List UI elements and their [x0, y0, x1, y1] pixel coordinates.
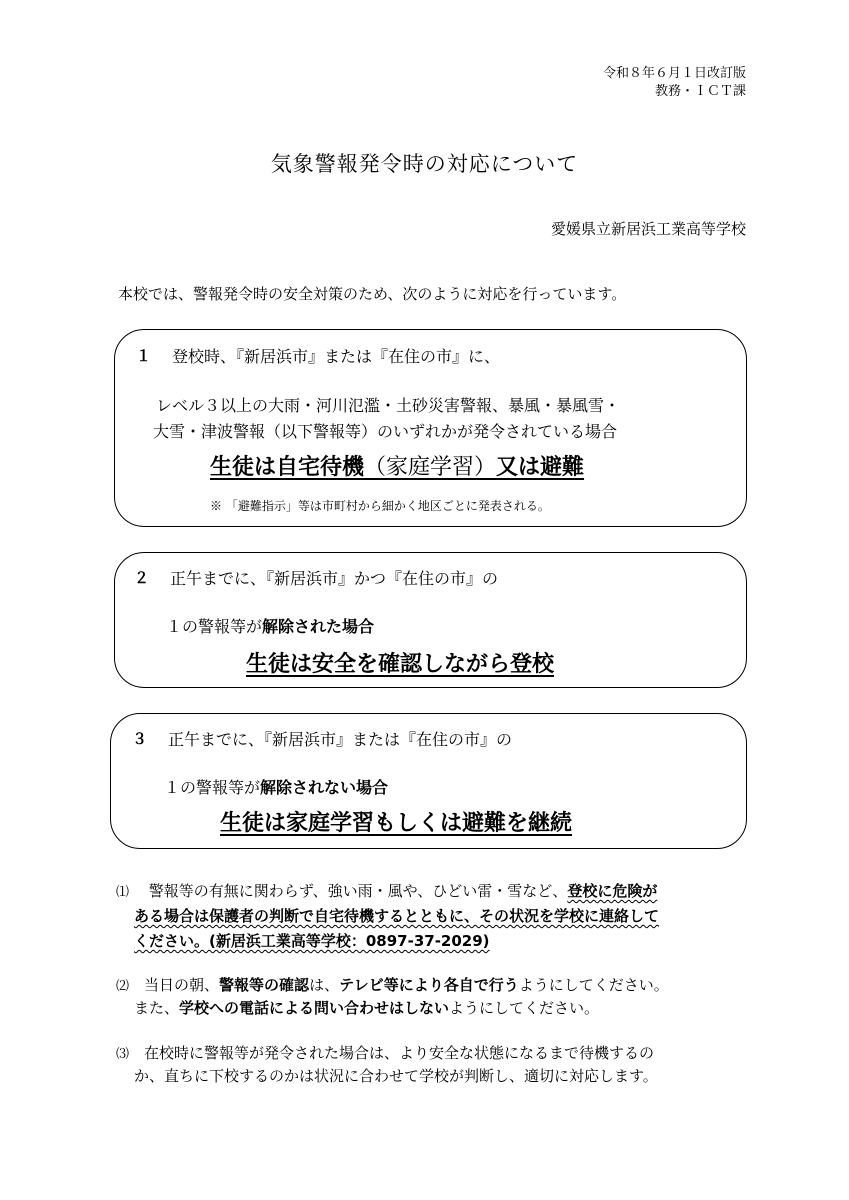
case-1-heading: 登校時、『新居浜市』または『在住の市』に、 — [172, 347, 501, 366]
case-3-number: ３ — [132, 730, 148, 748]
note-2-emphasis-tv: テレビ等により各自で行う — [339, 976, 519, 994]
case-3-action: 生徒は家庭学習もしくは避難を継続 — [220, 811, 573, 836]
case-1-note: ※ 「避難指示」等は市町村から細かく地区ごとに発表される。 — [210, 499, 550, 513]
note-2-text-a: 当日の朝、 — [144, 976, 220, 994]
case-3-condition-text: １の警報等が — [164, 778, 261, 797]
note-1-line-2 — [134, 905, 659, 927]
case-3-heading: 正午までに、『新居浜市』または『在住の市』の — [168, 730, 513, 749]
note-1-line-1 — [116, 880, 657, 904]
note-2-emphasis-phone: 学校への電話による問い合わせはしない — [179, 999, 450, 1017]
case-2-action: 生徒は安全を確認しながら登校 — [246, 652, 555, 677]
case-2-number: ２ — [134, 569, 150, 587]
case-1-action-paren: （家庭学習） — [364, 455, 497, 480]
intro-text: 本校では、警報発令時の安全対策のため、次のように対応を行っています。 — [118, 285, 627, 303]
note-2-text-h: ようにしてください。 — [449, 999, 600, 1017]
case-2-heading: 正午までに、『新居浜市』かつ『在住の市』の — [170, 569, 499, 588]
note-2-text-c: は、 — [309, 976, 340, 994]
case-3-condition-emphasis: 解除されない場合 — [260, 778, 389, 797]
note-3-line-2: か、直ちに下校するのかは状況に合わせて学校が判断し、適切に対応します。 — [134, 1067, 658, 1085]
case-1-action-alt: 又は避難 — [496, 455, 585, 480]
school-name: 愛媛県立新居浜工業高等学校 — [550, 220, 746, 238]
case-2-condition-text: １の警報等が — [166, 617, 263, 636]
case-1-action — [210, 450, 584, 481]
note-2-text-f: また、 — [134, 999, 180, 1017]
note-1-emphasis-start: 登校に危険が — [567, 882, 658, 900]
note-2-text-e: ようにしてください。 — [518, 976, 669, 994]
revision-date: 令和８年６月１日改訂版 — [602, 66, 746, 81]
note-3-number: ⑶ — [116, 1047, 130, 1062]
note-3-text-a: 在校時に警報等が発令された場合は、より安全な状態になるまで待機するの — [144, 1044, 655, 1062]
note-1-emphasis-end: ください。(新居浜工業高等学校：0897-37-2029) — [134, 932, 490, 950]
note-2-number: ⑵ — [116, 979, 130, 994]
case-1-number: １ — [136, 347, 152, 365]
note-2-line-1 — [116, 974, 669, 998]
case-1-condition-line-2: 大雪・津波警報（以下警報等）のいずれかが発令されている場合 — [153, 422, 618, 441]
case-1-condition-line-1: レベル３以上の大雨・河川氾濫・土砂災害警報、暴風・暴風雪・ — [156, 396, 621, 415]
note-2-emphasis-check: 警報等の確認 — [219, 976, 310, 994]
note-1-number: ⑴ — [116, 885, 130, 900]
case-1-action-main: 生徒は自宅待機 — [210, 455, 365, 480]
note-3-line-1 — [116, 1042, 654, 1066]
note-1-line-3 — [134, 930, 490, 952]
note-2-line-2 — [134, 997, 599, 1019]
note-1-emphasis-middle: ある場合は保護者の判断で自宅待機するとともに、その状況を学校に連絡して — [134, 907, 660, 925]
note-1-text: 警報等の有無に関わらず、強い雨・風や、ひどい雷・雪など、 — [148, 882, 568, 900]
case-3-condition — [164, 775, 388, 798]
page-title: 気象警報発令時の対応について — [270, 152, 579, 176]
case-2-condition — [166, 614, 374, 637]
case-2-condition-emphasis: 解除された場合 — [262, 617, 375, 636]
department: 教務・ＩＣＴ課 — [654, 84, 746, 99]
